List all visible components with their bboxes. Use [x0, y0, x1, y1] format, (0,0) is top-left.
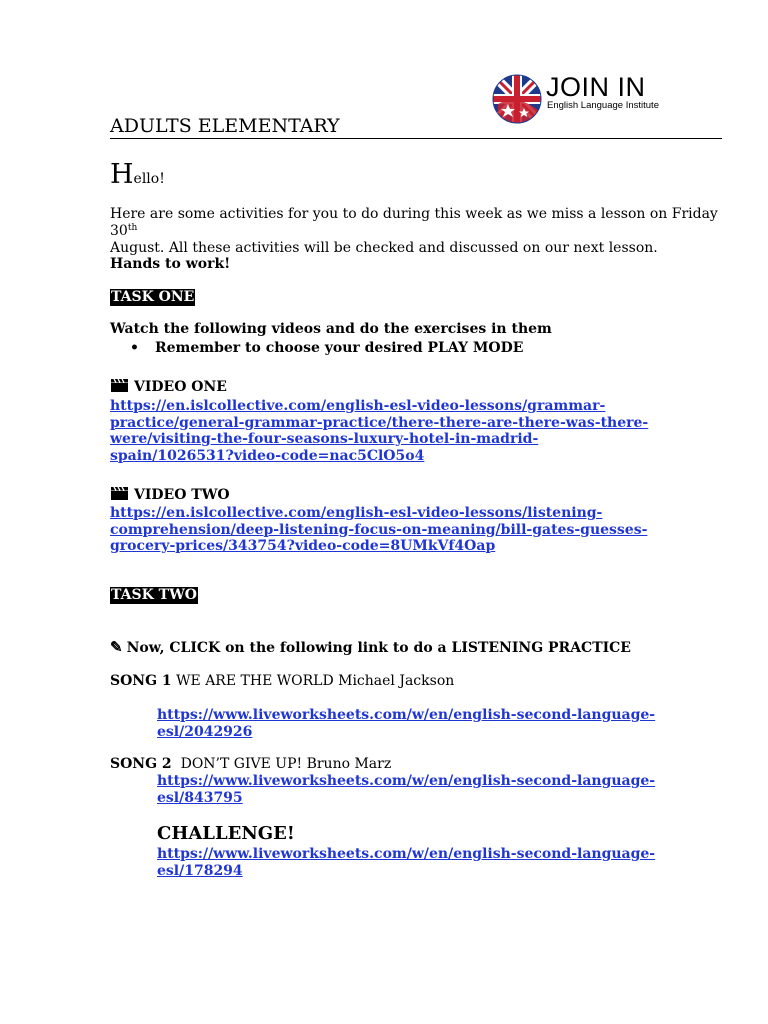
song-two-line	[110, 756, 391, 773]
link-line: comprehension/deep-listening-focus-on-meaning/bill-gates-guesses-	[110, 521, 648, 538]
task-two-instruction-text: Now, CLICK on the following link to do a LISTENING PRACTICE	[126, 640, 631, 656]
link-line: spain/1026531?video-code=nac5ClO5o4	[110, 447, 425, 464]
song-one-link[interactable]	[157, 707, 717, 740]
song-two-label: SONG 2	[110, 756, 172, 772]
song-one-line	[110, 673, 454, 690]
task-one-bullet	[130, 340, 523, 357]
union-flag-emblem-icon	[492, 74, 542, 124]
video-one-link[interactable]	[110, 398, 690, 464]
video-one-label	[110, 378, 227, 396]
song-two-title: DON’T GIVE UP! Bruno Marz	[180, 756, 392, 772]
video-one-text: VIDEO ONE	[134, 379, 227, 395]
join-in-logo	[492, 72, 662, 124]
link-line: grocery-prices/343754?video-code=8UMkVf4Oap	[110, 538, 496, 554]
challenge-heading: CHALLENGE!	[157, 823, 295, 844]
video-two-text: VIDEO TWO	[134, 487, 230, 503]
challenge-link[interactable]	[157, 846, 717, 879]
bullet-dot-icon: •	[130, 340, 139, 356]
intro-line2: August. All these activities will be checked and discussed on our next lesson.	[110, 240, 658, 256]
link-line: esl/2042926	[157, 723, 253, 740]
clapperboard-icon	[110, 486, 130, 500]
link-line: esl/178294	[157, 862, 243, 879]
song-one-label: SONG 1	[110, 673, 172, 689]
greeting-rest: ello!	[133, 171, 165, 187]
bullet-text: Remember to choose your desired PLAY MODE	[155, 340, 524, 356]
link-line: esl/843795	[157, 789, 243, 806]
song-two-link[interactable]	[157, 773, 717, 806]
greeting	[110, 160, 165, 194]
ear-icon: ✎	[110, 638, 123, 656]
hands-to-work: Hands to work!	[110, 256, 231, 272]
link-line: https://www.liveworksheets.com/w/en/english-second-language-	[157, 846, 656, 862]
link-line: https://www.liveworksheets.com/w/en/english-second-language-	[157, 707, 656, 723]
link-line: https://en.islcollective.com/english-esl-video-lessons/listening-	[110, 505, 603, 521]
task-two-instruction	[110, 639, 631, 657]
link-line: practice/general-grammar-practice/there-there-are-there-was-there-	[110, 414, 649, 431]
link-line: https://en.islcollective.com/english-esl-video-lessons/grammar-	[110, 398, 606, 414]
logo-name: JOIN IN	[546, 72, 646, 102]
link-line: were/visiting-the-four-seasons-luxury-hotel-in-madrid-	[110, 431, 539, 447]
logo-subtitle: English Language Institute	[547, 100, 659, 111]
intro-line1: Here are some activities for you to do during this week as we miss a lesson on Friday 30	[110, 206, 718, 239]
clapperboard-icon	[110, 378, 130, 392]
document-heading: ADULTS ELEMENTARY	[110, 115, 340, 137]
link-line: https://www.liveworksheets.com/w/en/english-second-language-	[157, 773, 656, 789]
task-one-label: TASK ONE	[111, 289, 195, 305]
video-two-label	[110, 486, 230, 504]
intro-paragraph	[110, 206, 730, 257]
greeting-drop-cap: H	[110, 159, 134, 190]
video-two-link[interactable]	[110, 505, 690, 555]
task-two-label: TASK TWO	[111, 587, 198, 603]
song-one-title: WE ARE THE WORLD Michael Jackson	[176, 673, 455, 689]
heading-rule	[110, 138, 722, 139]
task-one-instruction: Watch the following videos and do the exercises in them	[110, 321, 552, 337]
intro-ordinal-suffix: th	[127, 223, 138, 233]
